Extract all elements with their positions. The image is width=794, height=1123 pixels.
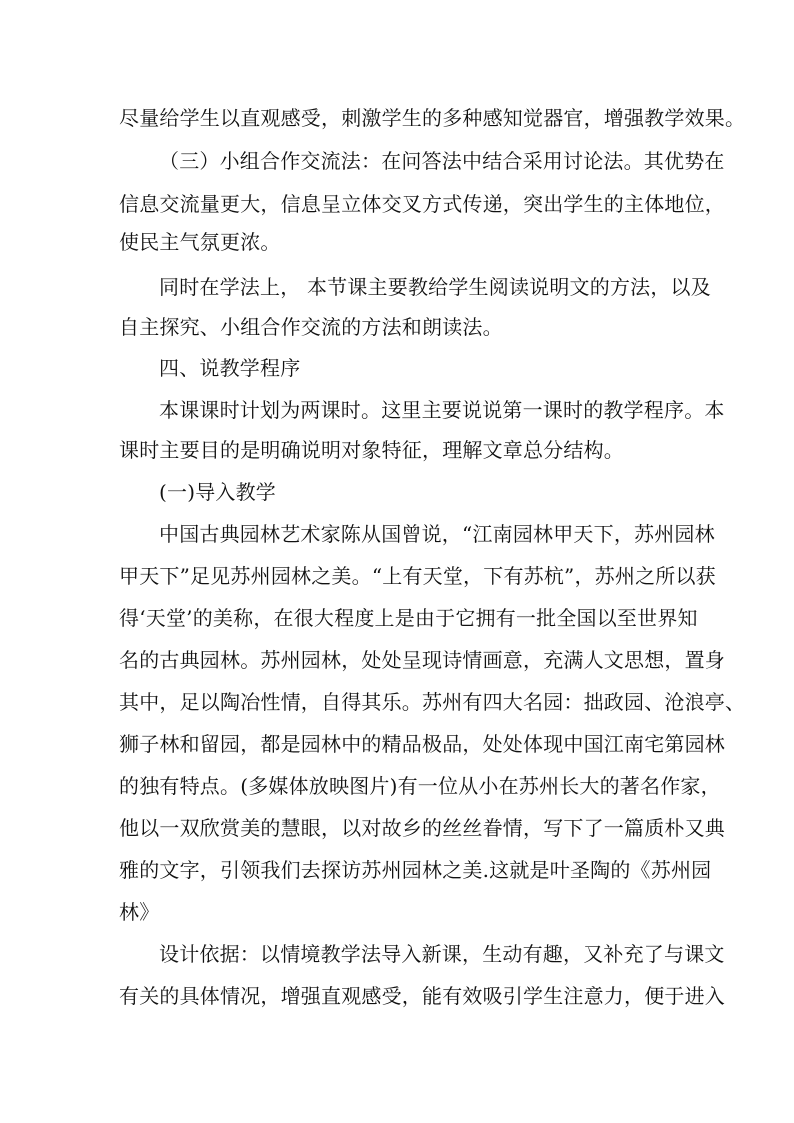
paragraph-line: 设计依据：以情境教学法导入新课，生动有趣，又补充了与课文 bbox=[159, 942, 725, 966]
paragraph-line: 甲天下”足见苏州园林之美。“上有天堂，下有苏杭”，苏州之所以获 bbox=[119, 564, 716, 588]
paragraph-line: （三）小组合作交流法：在问答法中结合采用讨论法。其优势在 bbox=[159, 149, 725, 173]
paragraph-line: 尽量给学生以直观感受，刺激学生的多种感知觉器官，增强教学效果。 bbox=[119, 106, 746, 130]
paragraph-line: 得‘天堂’的美称，在很大程度上是由于它拥有一批全国以至世界知 bbox=[119, 606, 698, 630]
paragraph-line: 课时主要目的是明确说明对象特征，理解文章总分结构。 bbox=[119, 438, 624, 462]
paragraph-line: 其中，足以陶冶性情，自得其乐。苏州有四大名园：拙政园、沧浪亭、 bbox=[119, 690, 746, 714]
paragraph-line: 有关的具体情况，增强直观感受，能有效吸引学生注意力，便于进入 bbox=[119, 984, 725, 1008]
paragraph-line: 使民主气氛更浓。 bbox=[119, 230, 281, 254]
paragraph-line: 信息交流量更大，信息呈立体交叉方式传递，突出学生的主体地位， bbox=[119, 192, 725, 216]
paragraph-line: 狮子林和留园，都是园林中的精品极品，处处体现中国江南宅第园林 bbox=[119, 732, 725, 756]
paragraph-line: 林》 bbox=[119, 900, 160, 924]
paragraph-line: 中国古典园林艺术家陈从国曾说，“江南园林甲天下，苏州园林 bbox=[159, 522, 715, 546]
paragraph-line: 名的古典园林。苏州园林，处处呈现诗情画意，充满人文思想，置身 bbox=[119, 648, 725, 672]
paragraph-line: 本课课时计划为两课时。这里主要说说第一课时的教学程序。本 bbox=[159, 398, 725, 422]
paragraph-line: 的独有特点。(多媒体放映图片)有一位从小在苏州长大的著名作家， bbox=[119, 774, 721, 798]
paragraph-line: 雅的文字，引领我们去探访苏州园林之美.这就是叶圣陶的《苏州园 bbox=[119, 858, 712, 882]
subsection-heading: (一)导入教学 bbox=[159, 480, 277, 504]
paragraph-line: 自主探究、小组合作交流的方法和朗读法。 bbox=[119, 315, 503, 339]
paragraph-line: 同时在学法上， 本节课主要教给学生阅读说明文的方法，以及 bbox=[159, 275, 711, 299]
paragraph-line: 他以一双欣赏美的慧眼，以对故乡的丝丝眷情，写下了一篇质朴又典 bbox=[119, 816, 725, 840]
section-heading: 四、说教学程序 bbox=[159, 356, 301, 380]
